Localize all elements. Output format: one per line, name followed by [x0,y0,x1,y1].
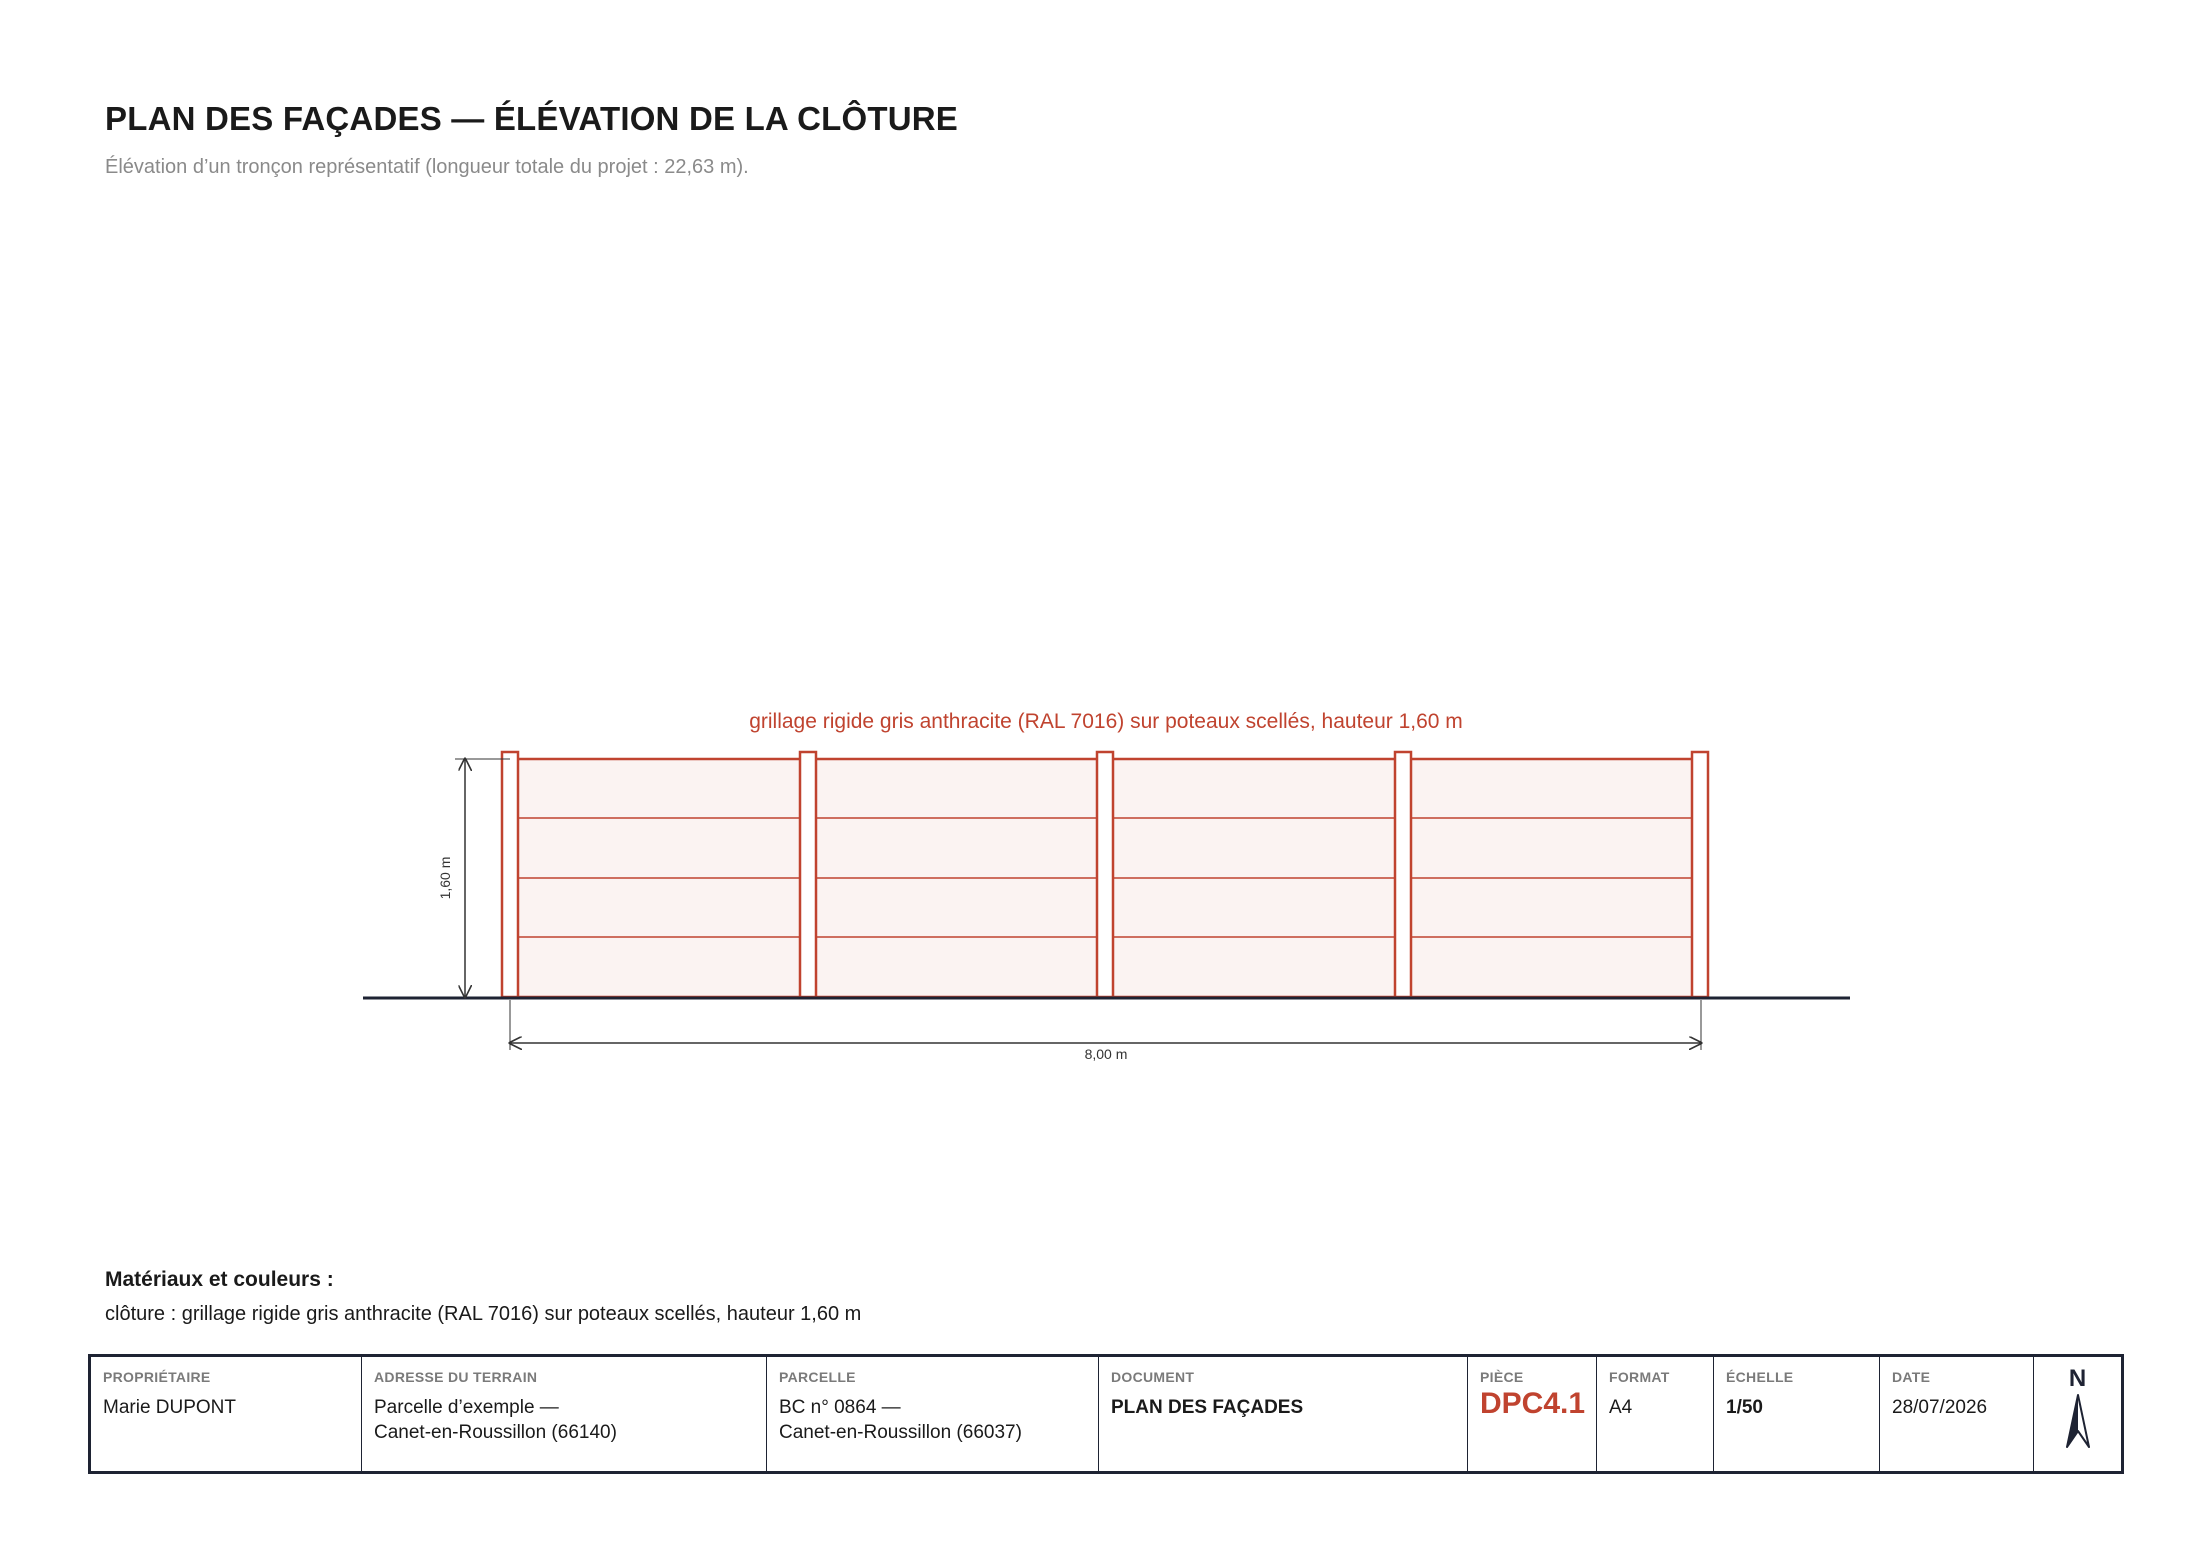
address-line-1: Parcelle d’exemple — [374,1397,559,1418]
length-dimension-label: 8,00 m [1084,1046,1128,1062]
scale-cell [1714,1357,1880,1471]
fence-post-5 [1692,752,1708,997]
document-label: DOCUMENT [1111,1369,1195,1385]
date-label: DATE [1892,1369,1931,1385]
materials-fence-line: clôture : grillage rigide gris anthracite (RAL 7016) sur poteaux scellés, hauteur 1,60 m [105,1303,862,1325]
parcel-line-1: BC n° 0864 — [779,1397,901,1418]
owner-label: PROPRIÉTAIRE [103,1369,211,1385]
format-value: A4 [1609,1397,1633,1418]
address-line-2: Canet-en-Roussillon (66140) [374,1422,617,1443]
page-title: PLAN DES FAÇADES — ÉLÉVATION DE LA CLÔTURE [105,100,958,137]
title-block [88,1354,2124,1474]
format-cell [1597,1357,1714,1471]
north-arrow-icon [2064,1393,2092,1449]
page-subtitle: Élévation d’un tronçon représentatif (longueur totale du projet : 22,63 m). [105,156,749,178]
fence-post-2 [800,752,816,997]
address-label: ADRESSE DU TERRAIN [374,1369,538,1385]
owner-value: Marie DUPONT [103,1397,237,1418]
piece-cell [1468,1357,1597,1471]
date-value: 28/07/2026 [1892,1397,1988,1418]
height-dimension-label: 1,60 m [437,856,453,900]
piece-value: DPC4.1 [1480,1387,1586,1420]
piece-label: PIÈCE [1480,1369,1524,1385]
document-value: PLAN DES FAÇADES [1111,1397,1304,1418]
fence-post-4 [1395,752,1411,997]
owner-cell [91,1357,362,1471]
scale-label: ÉCHELLE [1726,1369,1794,1385]
document-cell [1099,1357,1468,1471]
fence-post-1 [502,752,518,997]
scale-value: 1/50 [1726,1397,1763,1418]
parcel-line-2: Canet-en-Roussillon (66037) [779,1422,1022,1443]
date-cell [1880,1357,2034,1471]
parcel-label: PARCELLE [779,1369,856,1385]
north-letter: N [2068,1365,2087,1392]
address-cell [362,1357,767,1471]
fence-post-3 [1097,752,1113,997]
north-cell [2034,1357,2121,1471]
materials-heading: Matériaux et couleurs : [105,1268,334,1291]
fence-label: grillage rigide gris anthracite (RAL 7016) sur poteaux scellés, hauteur 1,60 m [749,710,1463,733]
format-label: FORMAT [1609,1369,1670,1385]
parcel-cell [767,1357,1099,1471]
